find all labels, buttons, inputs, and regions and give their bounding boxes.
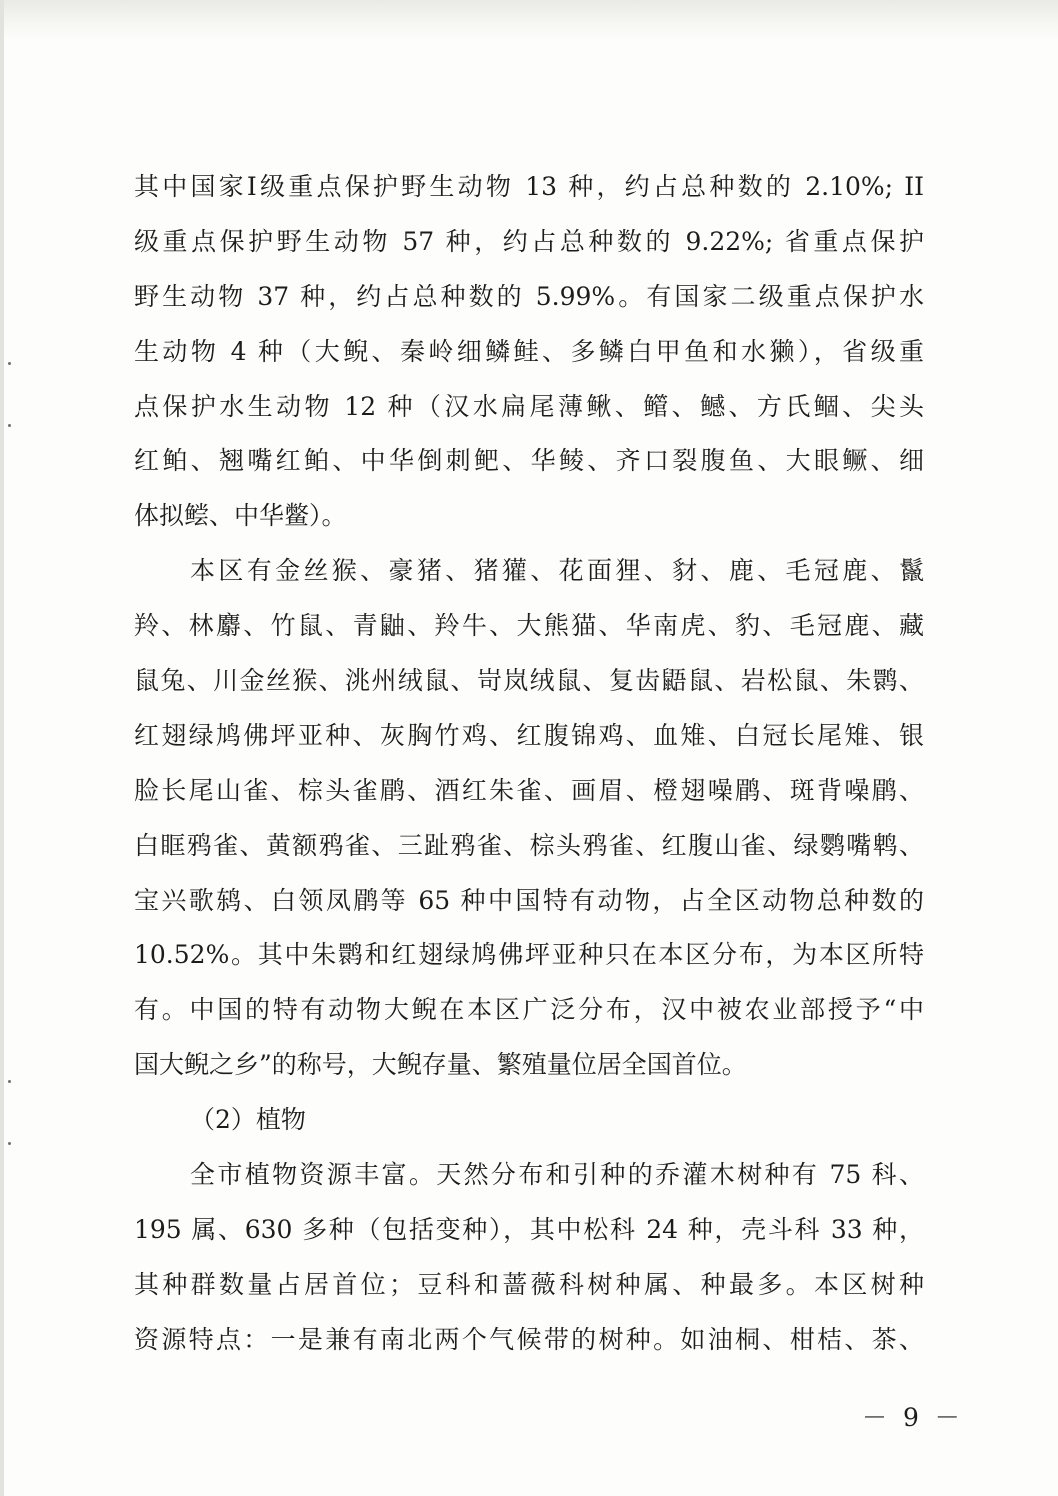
text-line: 资源特点：一是兼有南北两个气候带的树种。如油桐、柑桔、茶、 [134, 1324, 924, 1354]
text-line: 点保护水生动物 12 种（汉水扁尾薄鳅、鳤、鳡、方氏鲴、尖头 [134, 391, 924, 421]
text-line: 鼠兔、川金丝猴、洮州绒鼠、岢岚绒鼠、复齿鼯鼠、岩松鼠、朱鹮、 [134, 666, 924, 696]
text-line: 羚、林麝、竹鼠、青鼬、羚牛、大熊猫、华南虎、豹、毛冠鹿、藏 [134, 611, 924, 641]
body-text [134, 160, 924, 1368]
binding-hole-mark [8, 424, 11, 427]
binding-hole-mark [8, 1080, 11, 1083]
text-line: 野生动物 37 种，约占总种数的 5.99%。有国家二级重点保护水 [134, 281, 924, 311]
text-line: 生动物 4 种（大鲵、秦岭细鳞鲑、多鳞白甲鱼和水獭），省级重 [134, 336, 924, 366]
text-line: 全市植物资源丰富。天然分布和引种的乔灌木树种有 75 科、 [190, 1160, 924, 1190]
text-line: 10.52%。其中朱鹮和红翅绿鸠佛坪亚种只在本区分布，为本区所特 [134, 940, 924, 970]
text-line: 红鲌、翘嘴红鲌、中华倒刺鲃、华鲮、齐口裂腹鱼、大眼鳜、细 [134, 446, 924, 476]
text-line: 宝兴歌鸫、白领凤鹛等 65 种中国特有动物，占全区动物总种数的 [134, 885, 924, 915]
text-line: 本区有金丝猴、豪猪、猪獾、花面狸、豺、鹿、毛冠鹿、鬣 [190, 556, 924, 586]
page-number: － 9 － [862, 1403, 964, 1432]
text-line: 其中国家I级重点保护野生动物 13 种，约占总种数的 2.10%; II [134, 172, 924, 201]
text-line: 有。中国的特有动物大鲵在本区广泛分布，汉中被农业部授予“中 [134, 995, 924, 1025]
text-line: 级重点保护野生动物 57 种，约占总种数的 9.22%; 省重点保护 [134, 226, 924, 256]
text-line: 国大鲵之乡”的称号，大鲵存量、繁殖量位居全国首位。 [134, 1050, 747, 1080]
section-heading: （2）植物 [190, 1105, 306, 1135]
text-line: 白眶鸦雀、黄额鸦雀、三趾鸦雀、棕头鸦雀、红腹山雀、绿鹦嘴鹎、 [134, 830, 924, 860]
text-line: 体拟鲿、中华鳖）。 [134, 501, 347, 531]
text-line: 红翅绿鸠佛坪亚种、灰胸竹鸡、红腹锦鸡、血雉、白冠长尾雉、银 [134, 720, 924, 750]
text-line: 195 属、630 多种（包括变种），其中松科 24 种，壳斗科 33 种， [134, 1214, 924, 1244]
binding-hole-mark [8, 362, 11, 365]
text-line: 其种群数量占居首位；豆科和蔷薇科树种属、种最多。本区树种 [134, 1269, 924, 1299]
scan-left-edge [0, 0, 4, 1496]
text-line: 脸长尾山雀、棕头雀鹛、酒红朱雀、画眉、橙翅噪鹛、斑背噪鹛、 [134, 775, 924, 805]
scan-top-shadow [0, 0, 1058, 42]
binding-hole-mark [8, 1142, 11, 1145]
